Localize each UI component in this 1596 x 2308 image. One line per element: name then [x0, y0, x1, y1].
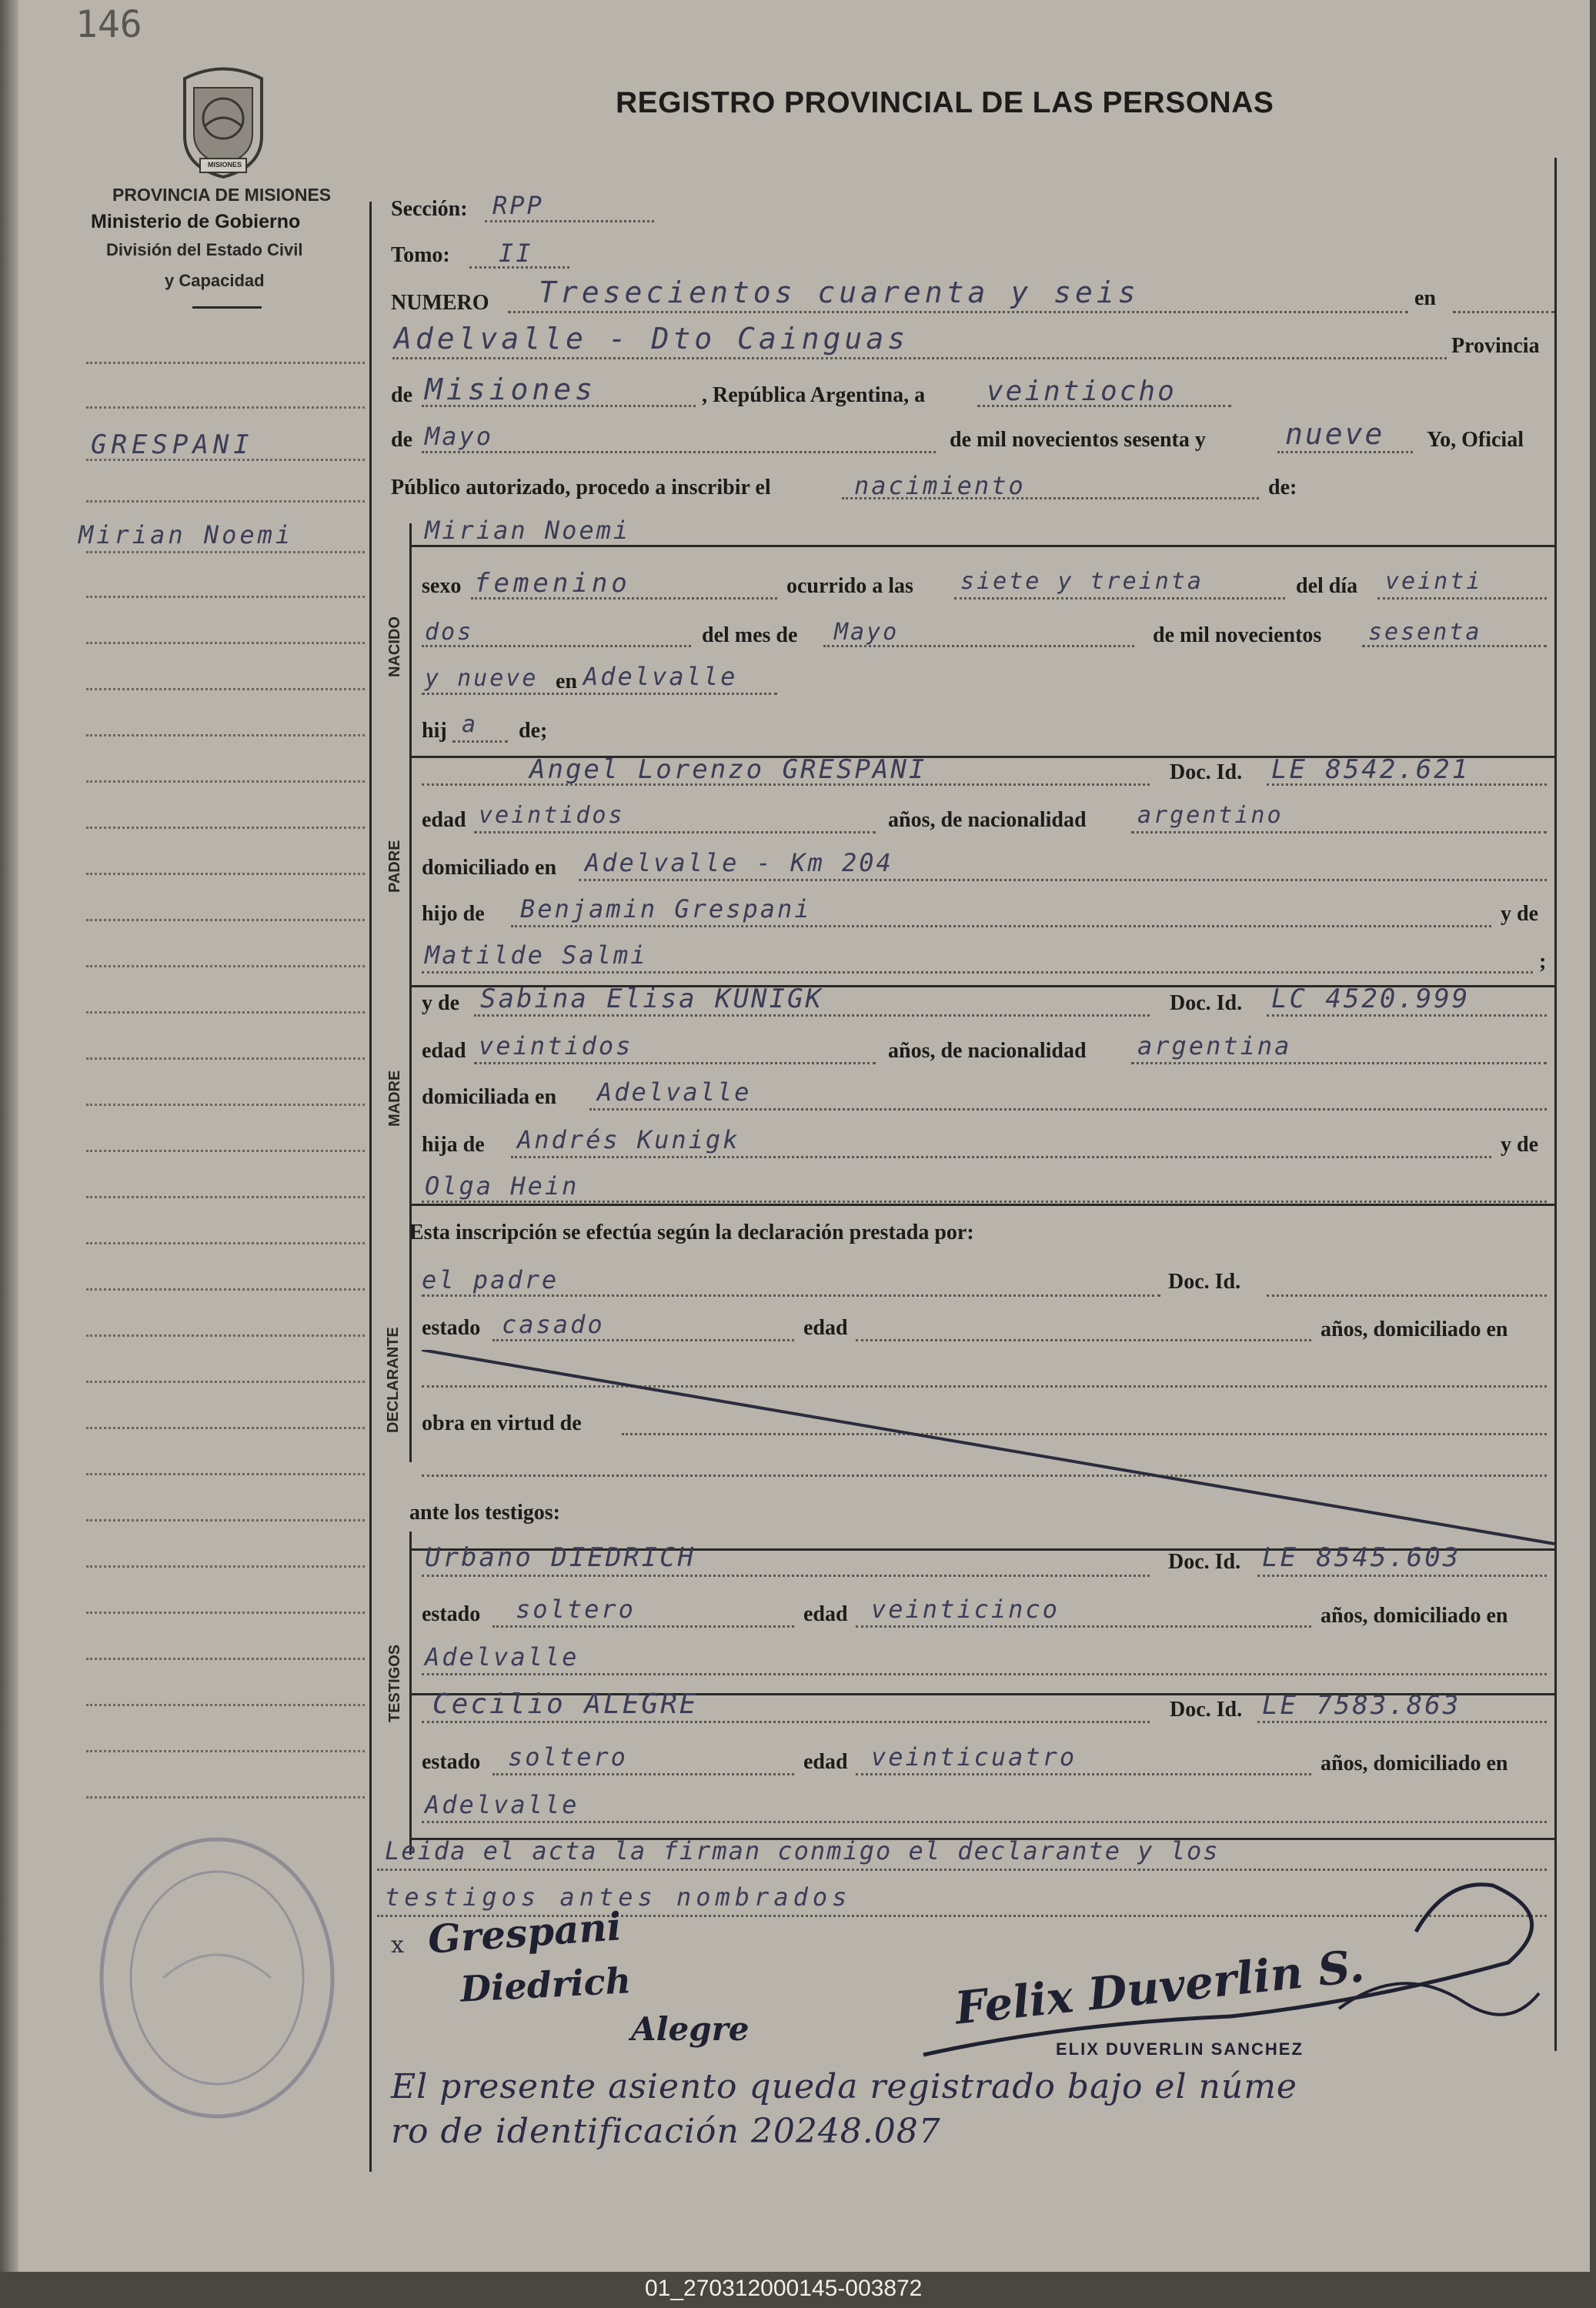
value-testigo-2-edad: veinticuatro — [871, 1742, 1077, 1772]
label-obra: obra en virtud de — [422, 1411, 582, 1435]
label-decl-edad: edad — [803, 1316, 848, 1340]
line-t1-doc — [1257, 1575, 1547, 1577]
margin-line — [86, 1104, 365, 1106]
label-de-colon: de: — [1268, 476, 1297, 499]
label-t1-doc: Doc. Id. — [1168, 1550, 1241, 1574]
value-seccion: RPP — [492, 191, 544, 220]
margin-line — [86, 1288, 365, 1291]
value-padre-nombre: Angel Lorenzo GRESPANI — [529, 754, 927, 785]
line-acto — [842, 497, 1259, 499]
label-ocurrido: ocurrido a las — [786, 574, 913, 598]
issuer-line-4: y Capacidad — [165, 271, 265, 290]
value-testigo-1-nombre: Urbano DIEDRICH — [425, 1542, 696, 1573]
margin-line — [86, 500, 365, 503]
value-testigo-1-domicilio: Adelvalle — [425, 1642, 579, 1672]
section-label-padre: PADRE — [386, 840, 403, 893]
main-frame-left — [369, 202, 372, 2172]
value-madre-hija-1: Andrés Kunigk — [517, 1125, 740, 1154]
line-t2-dom — [422, 1821, 1547, 1823]
margin-line — [86, 1011, 365, 1014]
value-padre-nac: argentino — [1137, 802, 1284, 829]
label-de-semi: de; — [519, 719, 548, 743]
margin-line — [86, 1334, 365, 1337]
line-t2-edad — [856, 1773, 1311, 1775]
value-dia-1: veinti — [1385, 568, 1483, 595]
line-madre-dom — [589, 1108, 1547, 1111]
label-t2-doc: Doc. Id. — [1170, 1698, 1243, 1722]
value-nacido-nombre: Mirian Noemi — [425, 516, 631, 545]
line-padre-hijo-2 — [422, 971, 1533, 974]
issuer-divider — [192, 306, 262, 309]
value-padre-edad: veintidos — [479, 802, 625, 829]
line-dia-1 — [1377, 597, 1547, 600]
margin-line — [86, 688, 365, 690]
official-stamp-icon — [86, 1824, 348, 2151]
line-fecha-dia — [977, 405, 1231, 407]
margin-line — [86, 642, 365, 644]
note-line-2: ro de identificación 20248.087 — [391, 2112, 941, 2151]
line-t1-estado — [492, 1625, 794, 1628]
margin-line — [86, 1519, 365, 1521]
value-testigo-2-estado: soltero — [508, 1742, 628, 1772]
line-t2-doc — [1257, 1721, 1547, 1723]
value-anio-2: y nueve — [425, 665, 539, 692]
label-hij: hij — [422, 719, 447, 743]
label-ante: ante los testigos: — [409, 1501, 560, 1525]
label-padre-anos: años, de nacionalidad — [888, 808, 1087, 832]
margin-line — [86, 1704, 365, 1706]
value-padre-hijo-1: Benjamin Grespani — [520, 894, 812, 924]
label-yo-oficial: Yo, Oficial — [1427, 428, 1524, 452]
line-t2-nombre — [422, 1721, 1150, 1723]
line-madre-nac — [1131, 1062, 1547, 1064]
signature-x-mark: x — [391, 1932, 404, 1959]
label-numero: NUMERO — [391, 291, 489, 315]
label-seccion: Sección: — [391, 197, 468, 221]
label-mil: de mil novecientos sesenta y — [950, 428, 1206, 452]
margin-line — [86, 1427, 365, 1429]
margin-line — [86, 1150, 365, 1152]
value-lugar: Adelvalle - Dto Cainguas — [394, 322, 910, 356]
line-fecha-mes — [422, 451, 936, 453]
section-label-declarante: DECLARANTE — [385, 1327, 402, 1433]
label-padre-edad: edad — [422, 808, 466, 832]
madre-bottom-rule — [409, 1204, 1554, 1206]
margin-line — [86, 1196, 365, 1198]
label-mil-nov: de mil novecientos — [1153, 623, 1322, 647]
value-hij-suffix: a — [462, 711, 479, 738]
line-lugar — [392, 357, 1447, 359]
line-decl-estado — [492, 1339, 794, 1341]
label-provincia: Provincia — [1451, 334, 1540, 358]
line-padre-dom — [579, 879, 1547, 881]
value-tomo: II — [499, 239, 533, 268]
page-number: 146 — [75, 3, 142, 46]
label-en-nac: en — [556, 670, 577, 693]
line-padre-nombre — [422, 783, 1150, 786]
line-padre-edad — [474, 831, 876, 833]
label-t2-edad: edad — [803, 1750, 848, 1774]
margin-line — [86, 1473, 365, 1475]
issuer-line-2: Ministerio de Gobierno — [91, 211, 301, 232]
label-semicolon: ; — [1539, 950, 1547, 974]
value-padre-hijo-2: Matilde Salmi — [425, 940, 648, 970]
margin-line — [86, 459, 365, 461]
line-t1-dom — [422, 1673, 1547, 1675]
line-t2-estado — [492, 1773, 794, 1775]
closing-line-2: testigos antes nombrados — [385, 1882, 852, 1912]
section-label-nacido: NACIDO — [386, 616, 403, 677]
officer-stamp-name: ELIX DUVERLIN SANCHEZ — [1056, 2039, 1304, 2059]
label-t1-anos: años, domiciliado en — [1321, 1604, 1508, 1628]
line-hora — [954, 597, 1285, 600]
section-label-madre: MADRE — [386, 1070, 403, 1127]
label-t2-anos: años, domiciliado en — [1321, 1752, 1508, 1775]
label-tomo: Tomo: — [391, 243, 450, 267]
label-esta-inscripcion: Esta inscripción se efectúa según la declaración prestada por: — [409, 1221, 974, 1244]
label-padre-hijo: hijo de — [422, 902, 485, 926]
line-seccion — [485, 220, 654, 222]
coat-of-arms-icon — [177, 63, 269, 182]
value-testigo-2-nombre: Cecilio ALEGRE — [432, 1688, 699, 1720]
line-lugar-nac — [422, 693, 777, 695]
label-madre-anos: años, de nacionalidad — [888, 1039, 1087, 1063]
signature-alegre: Alegre — [631, 2010, 750, 2048]
value-numero: Tresecientos cuarenta y seis — [539, 276, 1140, 309]
margin-line — [86, 1565, 365, 1568]
value-testigo-1-estado: soltero — [516, 1595, 636, 1624]
label-padre-y-de: y de — [1501, 902, 1538, 926]
label-decl-anos: años, domiciliado en — [1321, 1318, 1508, 1341]
footer-filename: 01_270312000145-003872 — [645, 2276, 923, 2301]
cancel-strike-line — [422, 1350, 1561, 1550]
margin-line — [86, 919, 365, 921]
line-madre-nombre — [474, 1014, 1150, 1017]
label-publico: Público autorizado, procedo a inscribir el — [391, 476, 771, 499]
line-madre-doc — [1267, 1014, 1547, 1017]
line-padre-hijo — [511, 925, 1491, 927]
signature-oficial: Felix Duverlin S. — [952, 1939, 1367, 2035]
line-provincia — [422, 405, 696, 407]
line-t1-nombre — [422, 1575, 1150, 1577]
value-testigo-2-doc: LE 7583.863 — [1262, 1690, 1461, 1721]
label-madre-hija: hija de — [422, 1133, 485, 1157]
signature-diedrich: Diedrich — [459, 1959, 633, 2010]
value-madre-dom: Adelvalle — [597, 1077, 752, 1107]
label-del-mes: del mes de — [702, 623, 798, 647]
label-en: en — [1414, 286, 1436, 310]
line-anio-1 — [1362, 645, 1547, 647]
label-madre-dom: domiciliada en — [422, 1085, 557, 1109]
margin-line — [86, 780, 365, 783]
value-fecha-mes: Mayo — [425, 422, 494, 451]
label-t1-estado: estado — [422, 1602, 481, 1626]
line-decl-edad — [856, 1339, 1311, 1341]
line-numero — [508, 311, 1408, 313]
line-en — [1453, 311, 1554, 313]
seal-label: MISIONES — [208, 161, 242, 169]
margin-line — [86, 1750, 365, 1752]
line-hij — [452, 740, 508, 743]
line-dia-2 — [422, 645, 691, 647]
line-anio — [1277, 451, 1413, 453]
margin-line — [86, 1796, 365, 1799]
margin-line — [86, 362, 365, 364]
label-de-2: de — [391, 428, 412, 452]
value-testigo-1-edad: veinticinco — [871, 1595, 1060, 1624]
issuer-line-3: División del Estado Civil — [106, 240, 303, 259]
margin-line — [86, 827, 365, 829]
value-sexo: femenino — [474, 568, 631, 599]
value-madre-nac: argentina — [1137, 1031, 1292, 1060]
margin-line — [86, 1658, 365, 1660]
line-t1-edad — [856, 1625, 1311, 1628]
signature-grespani: Grespani — [426, 1903, 623, 1962]
label-declarante-doc: Doc. Id. — [1168, 1270, 1241, 1294]
margin-line — [86, 1057, 365, 1060]
label-t2-estado: estado — [422, 1750, 481, 1774]
value-fecha-dia: veintiocho — [987, 376, 1177, 407]
label-sexo: sexo — [422, 574, 462, 598]
value-dia-2: dos — [425, 619, 474, 646]
label-t1-edad: edad — [803, 1602, 848, 1626]
value-testigo-2-domicilio: Adelvalle — [425, 1790, 579, 1819]
line-sexo — [471, 597, 777, 600]
document-title: REGISTRO PROVINCIAL DE LAS PERSONAS — [616, 86, 1274, 119]
label-madre-edad: edad — [422, 1039, 466, 1063]
margin-given-names: Mirian Noemi — [78, 520, 294, 549]
margin-line — [86, 1381, 365, 1383]
main-frame-right — [1554, 158, 1557, 2051]
label-padre-doc: Doc. Id. — [1170, 760, 1243, 784]
value-padre-doc: LE 8542.621 — [1271, 754, 1471, 785]
line-padre-doc — [1267, 783, 1547, 786]
label-madre-y-de-2: y de — [1501, 1133, 1538, 1157]
section-label-testigos: TESTIGOS — [386, 1644, 403, 1722]
margin-line — [86, 551, 365, 553]
margin-surname: GRESPANI — [91, 429, 254, 460]
line-madre-hija-2 — [422, 1201, 1547, 1203]
label-del-dia: del día — [1296, 574, 1358, 598]
margin-line — [86, 596, 365, 598]
value-madre-doc: LC 4520.999 — [1271, 984, 1471, 1014]
closing-line-1: Leida el acta la firman conmigo el declarante y los — [385, 1836, 1220, 1865]
note-line-1: El presente asiento queda registrado bajo el núme — [391, 2067, 1297, 2106]
value-testigo-1-doc: LE 8545.603 — [1262, 1542, 1461, 1573]
label-madre-y-de: y de — [422, 991, 459, 1015]
label-republica: , República Argentina, a — [702, 383, 926, 407]
value-anio: nueve — [1285, 417, 1385, 451]
value-hora: siete y treinta — [960, 568, 1204, 595]
margin-line — [86, 1612, 365, 1614]
label-padre-dom: domiciliado en — [422, 856, 557, 880]
label-decl-estado: estado — [422, 1316, 481, 1340]
value-lugar-nac: Adelvalle — [583, 662, 738, 691]
value-mes: Mayo — [834, 619, 900, 646]
section-frame-left — [409, 523, 412, 1462]
margin-line — [86, 965, 365, 967]
value-madre-edad: veintidos — [479, 1031, 633, 1060]
value-padre-dom: Adelvalle - Km 204 — [585, 848, 893, 877]
line-mes — [823, 645, 1134, 647]
value-provincia: Misiones — [425, 372, 597, 406]
value-madre-nombre: Sabina Elisa KUNIGK — [480, 984, 823, 1014]
margin-line — [86, 873, 365, 875]
value-decl-estado: casado — [502, 1310, 605, 1339]
line-madre-edad — [474, 1062, 876, 1064]
label-de-1: de — [391, 383, 412, 407]
value-madre-hija-2: Olga Hein — [425, 1171, 579, 1201]
line-declarante-doc — [1267, 1294, 1547, 1297]
margin-line — [86, 1242, 365, 1244]
value-declarante: el padre — [422, 1265, 559, 1294]
line-padre-nac — [1131, 831, 1547, 833]
label-madre-doc: Doc. Id. — [1170, 991, 1243, 1015]
margin-line — [86, 734, 365, 736]
line-declarante — [422, 1294, 1160, 1297]
value-anio-1: sesenta — [1368, 619, 1482, 646]
value-acto: nacimiento — [854, 471, 1026, 500]
issuer-line-1: PROVINCIA DE MISIONES — [112, 185, 332, 205]
nacido-top-rule — [409, 545, 1554, 547]
line-madre-hija — [511, 1156, 1491, 1158]
margin-line — [86, 406, 365, 409]
